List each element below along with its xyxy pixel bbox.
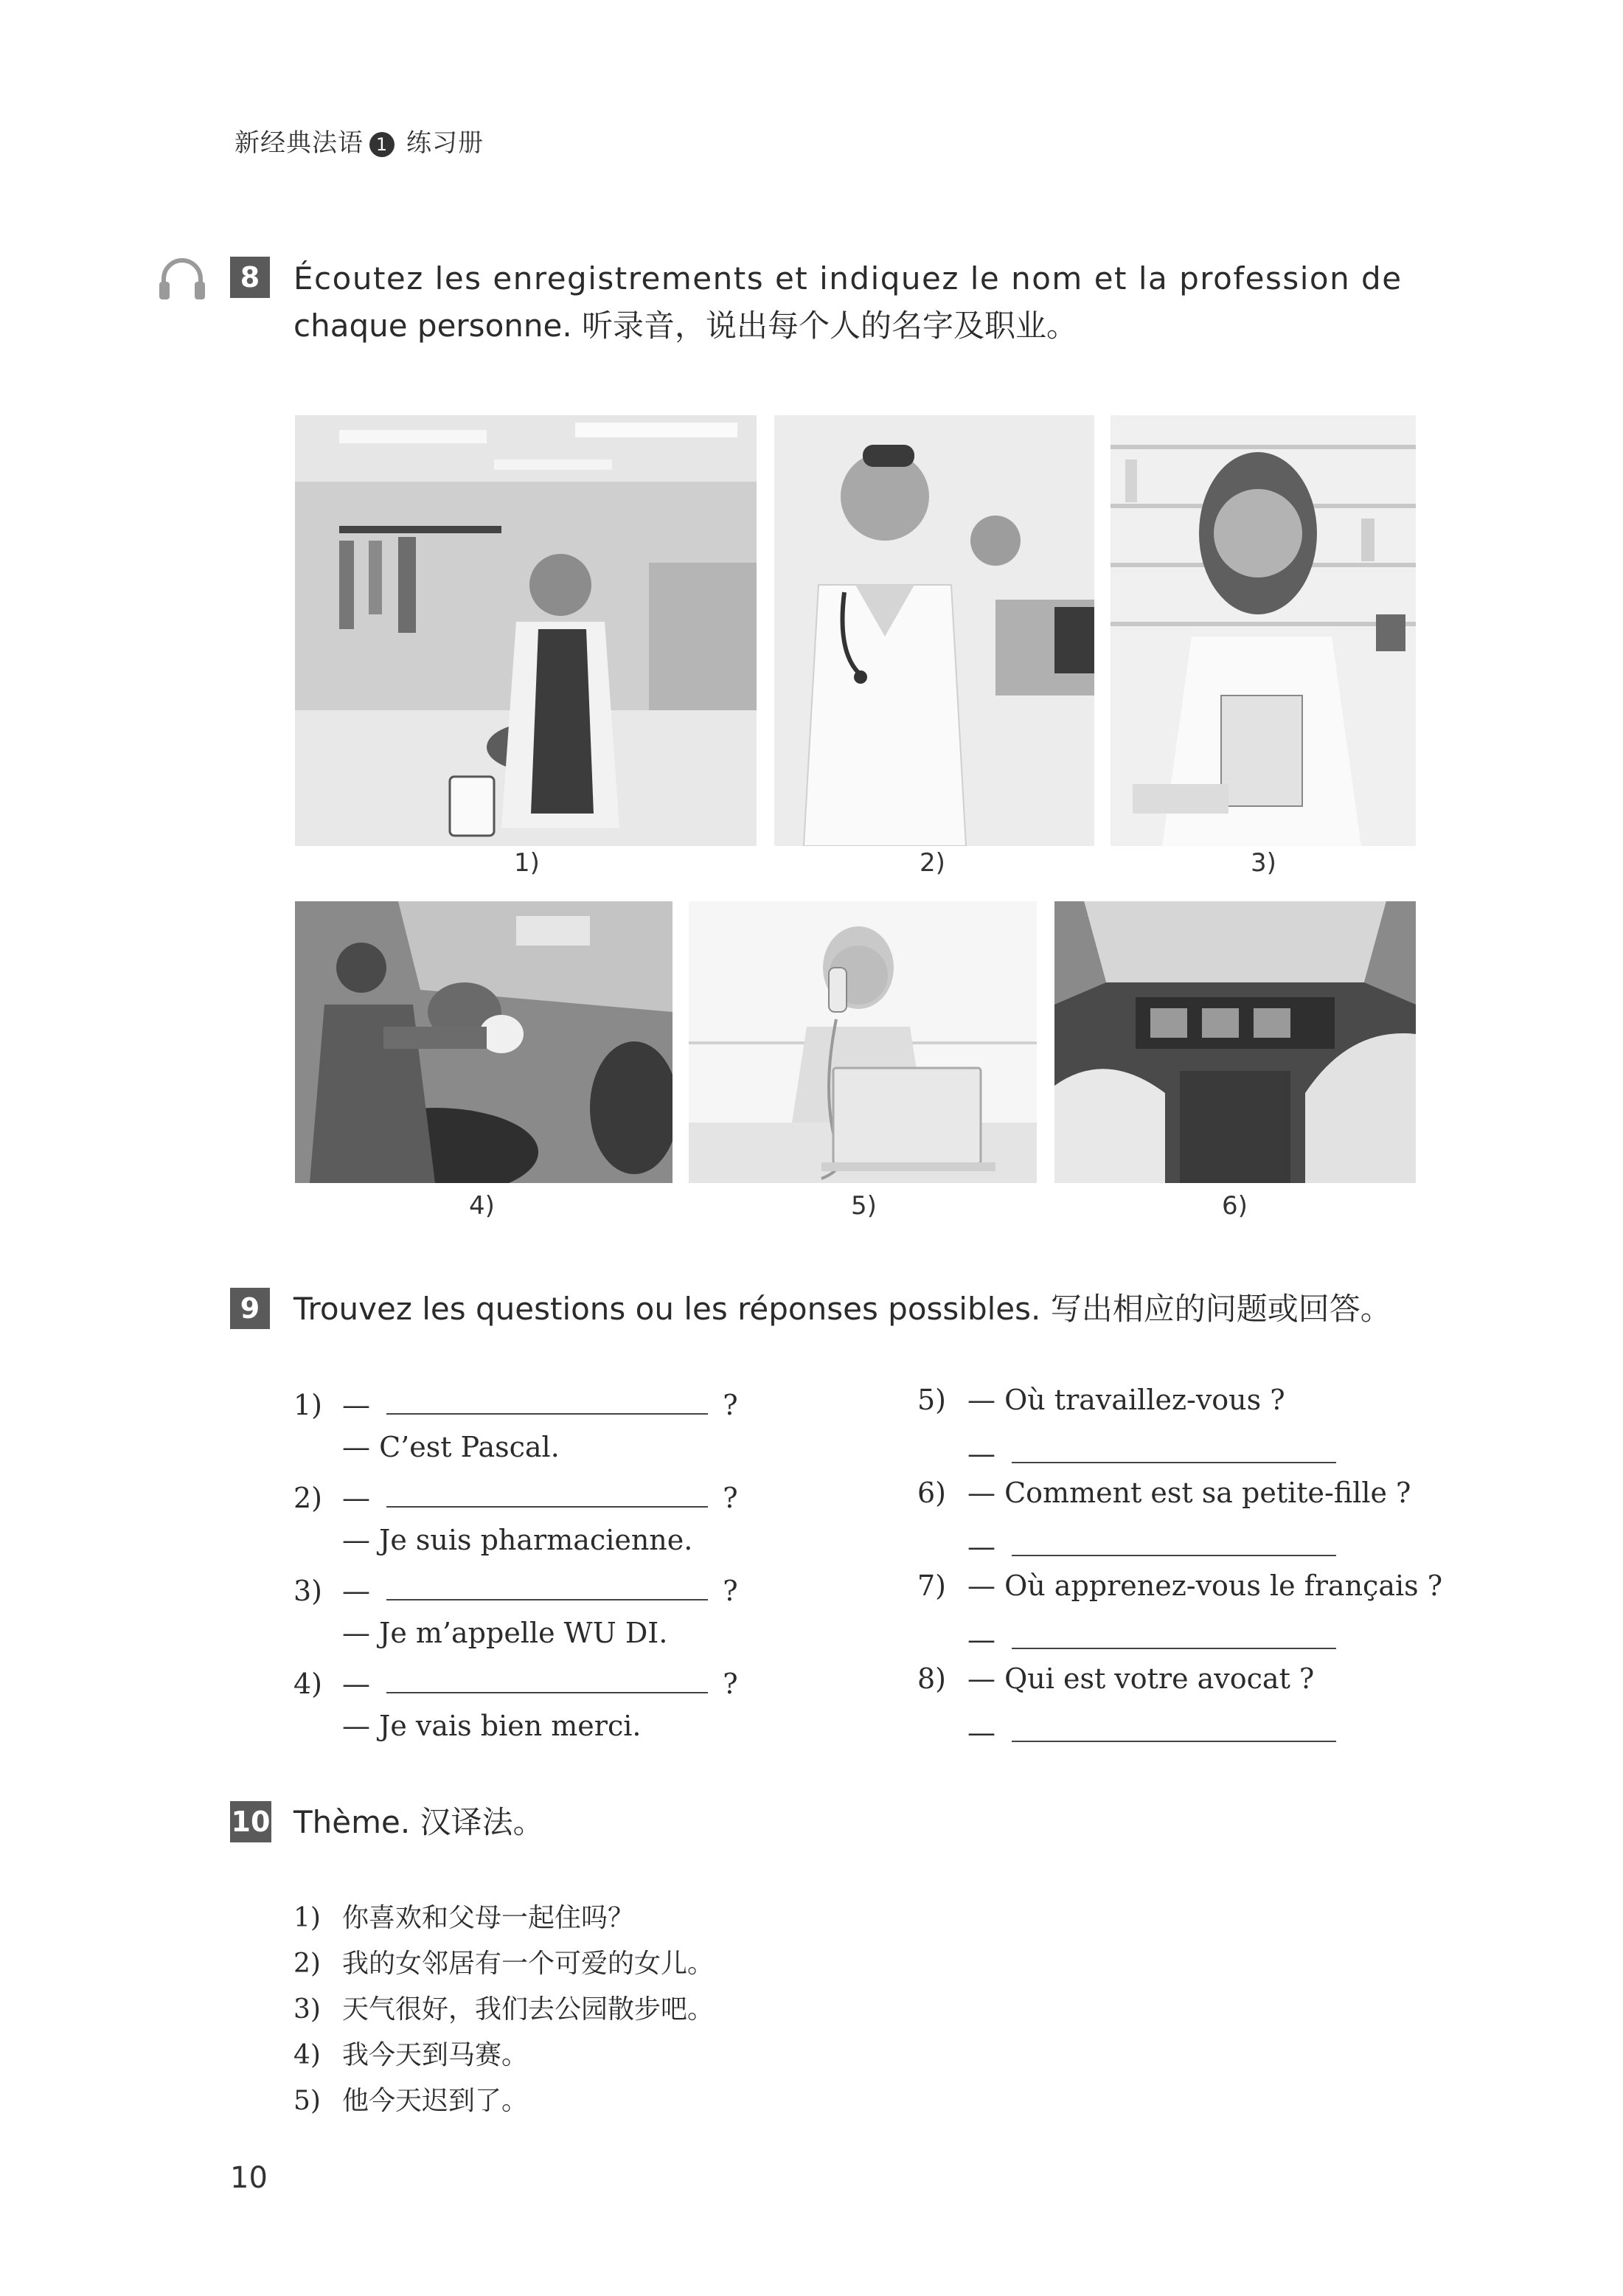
book-subtitle: 练习册 [406, 128, 484, 158]
item-text: 我的女邻居有一个可爱的女儿。 [342, 1949, 715, 1979]
exercise-9-number: 9 [230, 1288, 270, 1329]
item-text: 他今天迟到了。 [342, 2086, 529, 2116]
ex9-item-1-question [293, 1385, 738, 1421]
question-mark: ? [723, 1668, 738, 1700]
answer-blank-5[interactable] [1012, 1434, 1336, 1463]
given-answer-1: C’est Pascal. [379, 1431, 560, 1463]
dash: — [967, 1530, 995, 1563]
ex9-item-7-answer [967, 1620, 1336, 1656]
given-answer-4: Je vais bien merci. [379, 1710, 642, 1742]
book-title: 新经典法语 [234, 128, 364, 158]
item-number: 6) [917, 1477, 947, 1509]
answer-blank-8[interactable] [1012, 1713, 1336, 1742]
item-number: 4) [293, 2040, 321, 2070]
dash: — [967, 1716, 995, 1749]
volume-badge: 1 [369, 132, 395, 157]
exercise-8-instruction-line1: Écoutez les enregistrements et indiquez le nom et la profession de [293, 260, 1403, 296]
ex9-item-1-answer [342, 1431, 560, 1463]
exercise-9-instruction: Trouvez les questions ou les réponses possibles. 写出相应的问题或回答。 [293, 1291, 1391, 1327]
ex10-item-4 [293, 2034, 528, 2072]
headphones-icon[interactable] [156, 255, 208, 302]
photo-mechanic [295, 901, 673, 1183]
ex9-item-4-question [293, 1664, 738, 1700]
running-header [234, 122, 484, 159]
ex9-item-8-question [917, 1662, 1314, 1695]
ex9-item-8-answer [967, 1713, 1336, 1749]
given-question-5: Où travaillez-vous ? [1004, 1384, 1285, 1416]
exercise-8-instruction-line2: chaque personne. 听录音，说出每个人的名字及职业。 [293, 308, 1078, 344]
ex10-item-2 [293, 1943, 714, 1980]
ex9-item-3-answer [342, 1617, 667, 1649]
exercise-8-instruction [293, 255, 1422, 350]
item-number: 8) [917, 1662, 947, 1695]
ex9-item-3-question [293, 1571, 738, 1607]
item-number: 7) [917, 1570, 947, 1602]
dash: — [967, 1570, 995, 1602]
photo-label-4: 4) [469, 1191, 495, 1221]
dash: — [967, 1477, 995, 1509]
dash: — [342, 1482, 370, 1514]
ex10-item-3 [293, 1988, 714, 2026]
answer-blank-6[interactable] [1012, 1527, 1336, 1556]
item-text: 天气很好，我们去公园散步吧。 [342, 1994, 715, 2025]
photo-label-5: 5) [851, 1191, 877, 1221]
item-text: 你喜欢和父母一起住吗？ [342, 1903, 635, 1933]
question-mark: ? [723, 1389, 738, 1421]
photo-label-1: 1) [514, 848, 540, 878]
dash: — [342, 1710, 370, 1742]
photo-doctor [774, 415, 1094, 846]
item-number: 2) [293, 1949, 321, 1979]
item-number: 5) [917, 1384, 947, 1416]
exercise-8-number: 8 [230, 257, 270, 298]
item-number: 2) [293, 1482, 323, 1514]
item-number: 3) [293, 1575, 323, 1607]
answer-blank-1[interactable] [386, 1385, 708, 1415]
dash: — [342, 1431, 370, 1463]
dash: — [342, 1668, 370, 1700]
ex9-item-5-question [917, 1384, 1285, 1416]
photo-receptionist [689, 901, 1037, 1183]
exercise-10-number: 10 [230, 1801, 271, 1842]
item-number: 3) [293, 1994, 321, 2025]
item-number: 1) [293, 1389, 323, 1421]
given-answer-3: Je m’appelle WU DI. [379, 1617, 668, 1649]
ex10-item-1 [293, 1897, 634, 1935]
ex10-item-5 [293, 2080, 528, 2118]
dash: — [342, 1617, 370, 1649]
dash: — [342, 1389, 370, 1421]
item-number: 4) [293, 1668, 323, 1700]
ex9-item-5-answer [967, 1434, 1336, 1470]
answer-blank-3[interactable] [386, 1571, 708, 1600]
item-text: 我今天到马赛。 [342, 2040, 529, 2070]
ex9-item-6-answer [967, 1527, 1336, 1563]
ex9-item-6-question [917, 1477, 1411, 1509]
answer-blank-4[interactable] [386, 1664, 708, 1693]
given-answer-2: Je suis pharmacienne. [379, 1524, 693, 1556]
dash: — [967, 1662, 995, 1695]
photo-label-2: 2) [920, 848, 945, 878]
photo-label-3: 3) [1251, 848, 1276, 878]
photo-butcher [295, 415, 757, 846]
question-mark: ? [723, 1575, 738, 1607]
page-number: 10 [230, 2161, 268, 2195]
photo-pilots [1054, 901, 1416, 1183]
answer-blank-7[interactable] [1012, 1620, 1336, 1649]
dash: — [342, 1524, 370, 1556]
dash: — [967, 1437, 995, 1470]
ex9-item-7-question [917, 1570, 1442, 1602]
given-question-6: Comment est sa petite-fille ? [1004, 1477, 1411, 1509]
question-mark: ? [723, 1482, 738, 1514]
ex9-item-2-question [293, 1478, 738, 1514]
dash: — [342, 1575, 370, 1607]
photo-label-6: 6) [1222, 1191, 1248, 1221]
ex9-item-4-answer [342, 1710, 641, 1742]
dash: — [967, 1384, 995, 1416]
given-question-7: Où apprenez-vous le français ? [1004, 1570, 1443, 1602]
ex9-item-2-answer [342, 1524, 692, 1556]
item-number: 5) [293, 2086, 321, 2116]
dash: — [967, 1623, 995, 1656]
answer-blank-2[interactable] [386, 1478, 708, 1508]
exercise-10-instruction: Thème. 汉译法。 [293, 1804, 544, 1840]
given-question-8: Qui est votre avocat ? [1004, 1662, 1315, 1695]
item-number: 1) [293, 1903, 321, 1933]
photo-pharmacist [1111, 415, 1416, 846]
